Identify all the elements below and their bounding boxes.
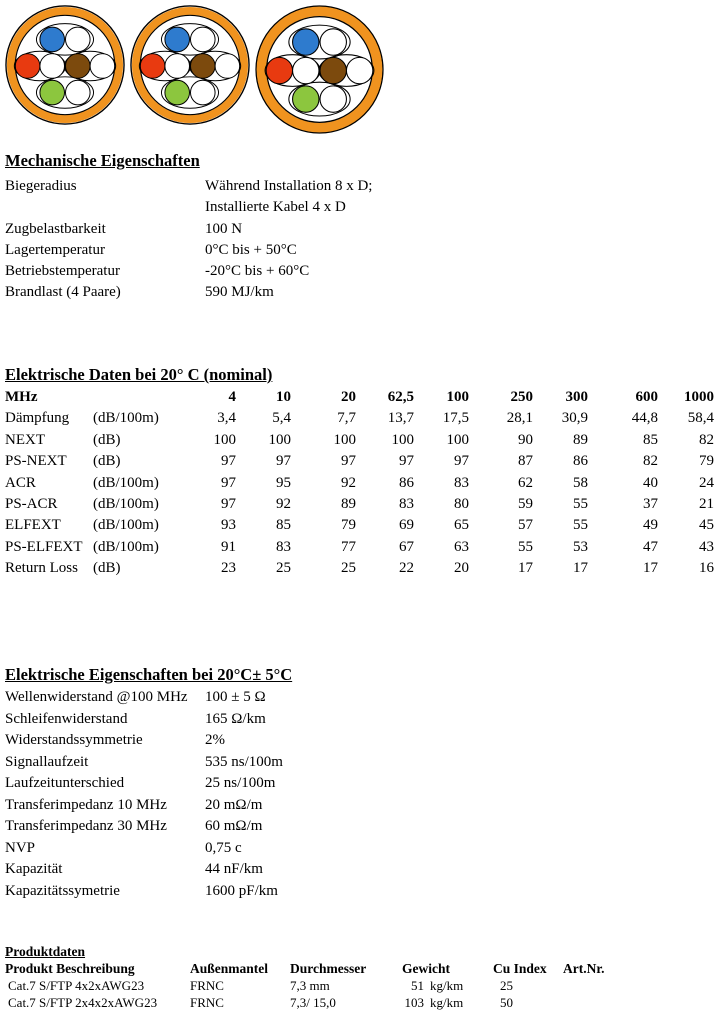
property-row bbox=[5, 838, 283, 860]
value-cell: 40 bbox=[643, 474, 658, 491]
value-cell: 20 bbox=[454, 560, 469, 577]
value-cell: 44,8 bbox=[631, 410, 658, 427]
property-row bbox=[5, 859, 283, 881]
frequency-value: 20 bbox=[341, 389, 356, 405]
value-cell: 100 bbox=[268, 431, 291, 448]
product-table-header-row bbox=[5, 960, 714, 977]
value-cell: 86 bbox=[573, 453, 588, 470]
conductor-red bbox=[140, 54, 165, 79]
property-label: Transferimpedanz 30 MHz bbox=[5, 818, 167, 834]
conductor-white bbox=[65, 27, 90, 52]
value-cell: 97 bbox=[221, 474, 236, 491]
section-title-electrical-properties: Elektrische Eigenschaften bei 20°C± 5°C bbox=[5, 665, 293, 684]
product-weight-number: 103 bbox=[404, 995, 424, 1010]
property-value: 100 N bbox=[205, 220, 243, 237]
value-cell: 24 bbox=[699, 474, 714, 491]
product-cu-index: 25 bbox=[500, 978, 513, 993]
property-value: 100 ± 5 Ω bbox=[205, 689, 266, 705]
value-cell: 92 bbox=[341, 474, 356, 491]
value-cell: 79 bbox=[341, 517, 356, 534]
value-cell: 86 bbox=[399, 474, 414, 491]
product-jacket: FRNC bbox=[190, 978, 224, 993]
value-cell: 62 bbox=[518, 474, 533, 491]
value-cell: 82 bbox=[643, 453, 658, 470]
conductor-red bbox=[15, 54, 40, 79]
section-title-electrical-data: Elektrische Daten bei 20° C (nominal) bbox=[5, 365, 273, 384]
row-unit: (dB/100m) bbox=[93, 517, 159, 534]
product-art-nr bbox=[563, 994, 714, 1011]
conductor-blue bbox=[293, 29, 319, 55]
property-label: Signallaufzeit bbox=[5, 753, 89, 770]
conductor-white bbox=[40, 54, 65, 79]
cable-cross-section-2 bbox=[129, 4, 251, 126]
value-cell: 80 bbox=[454, 496, 469, 513]
property-label: Laufzeitunterschied bbox=[5, 775, 125, 791]
column-header-jacket: Außenmantel bbox=[190, 961, 269, 976]
frequency-value: 1000 bbox=[684, 389, 714, 405]
value-cell: 17,5 bbox=[442, 410, 469, 427]
column-header-weight: Gewicht bbox=[402, 961, 450, 976]
value-cell: 87 bbox=[518, 453, 533, 470]
property-value: 44 nF/km bbox=[205, 861, 263, 877]
property-row bbox=[5, 687, 283, 709]
row-label: PS-NEXT bbox=[5, 453, 67, 470]
product-diameter: 7,3 mm bbox=[290, 978, 330, 993]
property-value: 60 mΩ/m bbox=[205, 818, 263, 834]
value-cell: 79 bbox=[699, 453, 714, 470]
cable-diagrams bbox=[4, 4, 385, 135]
product-art-nr bbox=[563, 977, 714, 994]
value-cell: 95 bbox=[276, 474, 291, 491]
value-cell: 13,7 bbox=[387, 410, 414, 427]
property-value: 165 Ω/km bbox=[205, 710, 266, 727]
property-row bbox=[5, 816, 283, 838]
row-unit: (dB) bbox=[93, 453, 121, 470]
value-cell: 100 bbox=[391, 431, 414, 448]
row-unit: (dB) bbox=[93, 431, 121, 448]
table-row bbox=[5, 494, 714, 515]
product-row bbox=[5, 994, 714, 1011]
electrical-properties bbox=[5, 687, 283, 902]
property-value: Installierte Kabel 4 x D bbox=[205, 199, 346, 216]
value-cell: 55 bbox=[518, 538, 533, 555]
property-value: 1600 pF/km bbox=[205, 882, 278, 899]
value-cell: 83 bbox=[454, 474, 469, 491]
value-cell: 100 bbox=[213, 431, 236, 448]
frequency-value: 4 bbox=[228, 389, 236, 405]
property-label: Transferimpedanz 10 MHz bbox=[5, 796, 167, 813]
property-label: Wellenwiderstand @100 MHz bbox=[5, 689, 188, 705]
property-label: Kapazität bbox=[5, 861, 63, 877]
property-label: NVP bbox=[5, 839, 36, 856]
property-value: 590 MJ/km bbox=[205, 284, 274, 301]
value-cell: 65 bbox=[454, 517, 469, 534]
product-weight bbox=[402, 994, 493, 1011]
row-unit: (dB) bbox=[93, 560, 121, 577]
property-label: Biegeradius bbox=[5, 178, 77, 194]
row-unit: (dB/100m) bbox=[93, 474, 159, 491]
product-weight-unit: kg/km bbox=[430, 995, 464, 1010]
property-row bbox=[5, 261, 372, 282]
property-value: 0,75 c bbox=[205, 839, 242, 856]
property-row bbox=[5, 197, 372, 218]
value-cell: 28,1 bbox=[506, 410, 533, 427]
conductor-red bbox=[266, 57, 292, 83]
value-cell: 69 bbox=[399, 517, 414, 534]
frequency-value: 600 bbox=[635, 389, 658, 405]
column-header-art-nr: Art.Nr. bbox=[563, 961, 605, 976]
row-label: Dämpfung bbox=[5, 410, 70, 427]
property-label: Widerstandssymmetrie bbox=[5, 732, 143, 748]
value-cell: 97 bbox=[341, 453, 356, 470]
property-label bbox=[5, 197, 205, 218]
conductor-brown bbox=[320, 57, 346, 83]
property-row bbox=[5, 282, 372, 303]
property-label: Betriebstemperatur bbox=[5, 263, 120, 280]
property-row bbox=[5, 709, 283, 731]
cable-diagram-icon bbox=[254, 4, 385, 135]
row-unit: (dB/100m) bbox=[93, 496, 159, 513]
conductor-green bbox=[165, 80, 190, 105]
value-cell: 90 bbox=[518, 431, 533, 448]
section-title-mechanical: Mechanische Eigenschaften bbox=[5, 151, 200, 170]
column-header-cu-index: Cu Index bbox=[493, 961, 547, 976]
row-label: ACR bbox=[5, 474, 36, 491]
row-label: Return Loss bbox=[5, 560, 78, 577]
property-label: Schleifenwiderstand bbox=[5, 710, 128, 727]
product-diameter: 7,3/ 15,0 bbox=[290, 995, 336, 1010]
row-label: ELFEXT bbox=[5, 517, 61, 534]
value-cell: 89 bbox=[573, 431, 588, 448]
electrical-data-table bbox=[5, 387, 714, 580]
value-cell: 7,7 bbox=[337, 410, 356, 427]
value-cell: 53 bbox=[573, 538, 588, 555]
row-label: NEXT bbox=[5, 431, 45, 448]
value-cell: 55 bbox=[573, 496, 588, 513]
property-value: Während Installation 8 x D; bbox=[205, 178, 373, 194]
value-cell: 97 bbox=[221, 496, 236, 513]
value-cell: 97 bbox=[454, 453, 469, 470]
value-cell: 92 bbox=[276, 496, 291, 513]
value-cell: 63 bbox=[454, 538, 469, 555]
table-row bbox=[5, 473, 714, 494]
conductor-blue bbox=[165, 27, 190, 52]
table-row bbox=[5, 430, 714, 451]
row-unit: (dB/100m) bbox=[93, 538, 159, 555]
conductor-brown bbox=[65, 54, 90, 79]
value-cell: 25 bbox=[341, 560, 356, 577]
property-label: Zugbelastbarkeit bbox=[5, 220, 106, 237]
value-cell: 100 bbox=[333, 431, 356, 448]
property-label: Lagertemperatur bbox=[5, 241, 105, 258]
value-cell: 23 bbox=[221, 560, 236, 577]
value-cell: 83 bbox=[399, 496, 414, 513]
value-cell: 43 bbox=[699, 538, 714, 555]
frequency-value: 10 bbox=[276, 389, 291, 405]
cable-cross-section-1 bbox=[4, 4, 126, 126]
table-header-row bbox=[5, 387, 714, 408]
frequency-header-label: MHz bbox=[5, 389, 38, 405]
value-cell: 45 bbox=[699, 517, 714, 534]
conductor-green bbox=[40, 80, 65, 105]
conductor-white bbox=[320, 86, 346, 112]
table-row bbox=[5, 451, 714, 472]
conductor-brown bbox=[190, 54, 215, 79]
value-cell: 55 bbox=[573, 517, 588, 534]
property-row bbox=[5, 752, 283, 774]
property-value: 2% bbox=[205, 732, 225, 748]
value-cell: 21 bbox=[699, 496, 714, 513]
conductor-white bbox=[165, 54, 190, 79]
value-cell: 22 bbox=[399, 560, 414, 577]
value-cell: 47 bbox=[643, 538, 658, 555]
value-cell: 77 bbox=[341, 538, 356, 555]
value-cell: 93 bbox=[221, 517, 236, 534]
value-cell: 97 bbox=[276, 453, 291, 470]
frequency-value: 100 bbox=[446, 389, 469, 405]
property-row bbox=[5, 176, 372, 197]
value-cell: 97 bbox=[399, 453, 414, 470]
value-cell: 97 bbox=[221, 453, 236, 470]
row-label: PS-ACR bbox=[5, 496, 58, 513]
frequency-value: 250 bbox=[510, 389, 533, 405]
conductor-white bbox=[190, 80, 215, 105]
row-unit: (dB/100m) bbox=[93, 410, 159, 427]
column-header-diameter: Durchmesser bbox=[290, 961, 367, 976]
value-cell: 58,4 bbox=[687, 410, 714, 427]
product-row bbox=[5, 977, 714, 994]
value-cell: 3,4 bbox=[217, 410, 236, 427]
property-value: 535 ns/100m bbox=[205, 753, 283, 770]
value-cell: 83 bbox=[276, 538, 291, 555]
value-cell: 59 bbox=[518, 496, 533, 513]
cable-diagram-icon bbox=[4, 4, 126, 126]
value-cell: 58 bbox=[573, 474, 588, 491]
value-cell: 82 bbox=[699, 431, 714, 448]
value-cell: 67 bbox=[399, 538, 414, 555]
conductor-white bbox=[190, 27, 215, 52]
mechanical-properties bbox=[5, 176, 372, 304]
value-cell: 85 bbox=[276, 517, 291, 534]
value-cell: 89 bbox=[341, 496, 356, 513]
property-value: 25 ns/100m bbox=[205, 775, 276, 791]
product-data-table bbox=[5, 960, 714, 1011]
property-row bbox=[5, 881, 283, 903]
conductor-white bbox=[90, 54, 115, 79]
table-row bbox=[5, 558, 714, 579]
value-cell: 16 bbox=[699, 560, 714, 577]
product-description: Cat.7 S/FTP 2x4x2xAWG23 bbox=[8, 995, 158, 1010]
property-value: 20 mΩ/m bbox=[205, 796, 263, 813]
cable-cross-section-3 bbox=[254, 4, 385, 135]
property-row bbox=[5, 773, 283, 795]
property-row bbox=[5, 240, 372, 261]
property-label: Kapazitätssymetrie bbox=[5, 882, 120, 899]
product-cu-index: 50 bbox=[500, 995, 513, 1010]
table-row bbox=[5, 408, 714, 429]
property-value: 0°C bis + 50°C bbox=[205, 241, 297, 258]
frequency-value: 62,5 bbox=[387, 389, 414, 405]
product-weight-number: 51 bbox=[411, 978, 424, 993]
conductor-white bbox=[65, 80, 90, 105]
conductor-green bbox=[293, 86, 319, 112]
row-label: PS-ELFEXT bbox=[5, 538, 83, 555]
table-row bbox=[5, 537, 714, 558]
conductor-white bbox=[346, 57, 372, 83]
cable-diagram-icon bbox=[129, 4, 251, 126]
conductor-blue bbox=[40, 27, 65, 52]
product-jacket: FRNC bbox=[190, 995, 224, 1010]
section-title-product-data: Produktdaten bbox=[5, 944, 86, 959]
value-cell: 5,4 bbox=[272, 410, 291, 427]
conductor-white bbox=[215, 54, 240, 79]
product-weight-unit: kg/km bbox=[430, 978, 464, 993]
property-row bbox=[5, 795, 283, 817]
property-label: Brandlast (4 Paare) bbox=[5, 284, 121, 301]
conductor-white bbox=[293, 57, 319, 83]
value-cell: 30,9 bbox=[561, 410, 588, 427]
value-cell: 100 bbox=[446, 431, 469, 448]
value-cell: 17 bbox=[518, 560, 533, 577]
product-weight bbox=[402, 977, 493, 994]
property-value: -20°C bis + 60°C bbox=[205, 263, 310, 280]
value-cell: 57 bbox=[518, 517, 533, 534]
value-cell: 49 bbox=[643, 517, 658, 534]
value-cell: 25 bbox=[276, 560, 291, 577]
table-row bbox=[5, 515, 714, 536]
product-description: Cat.7 S/FTP 4x2xAWG23 bbox=[8, 978, 145, 993]
value-cell: 91 bbox=[221, 538, 236, 555]
conductor-white bbox=[320, 29, 346, 55]
column-header-description: Produkt Beschreibung bbox=[5, 961, 135, 976]
frequency-value: 300 bbox=[565, 389, 588, 405]
property-row bbox=[5, 730, 283, 752]
value-cell: 85 bbox=[643, 431, 658, 448]
value-cell: 17 bbox=[573, 560, 588, 577]
value-cell: 17 bbox=[643, 560, 658, 577]
value-cell: 37 bbox=[643, 496, 658, 513]
property-row bbox=[5, 219, 372, 240]
